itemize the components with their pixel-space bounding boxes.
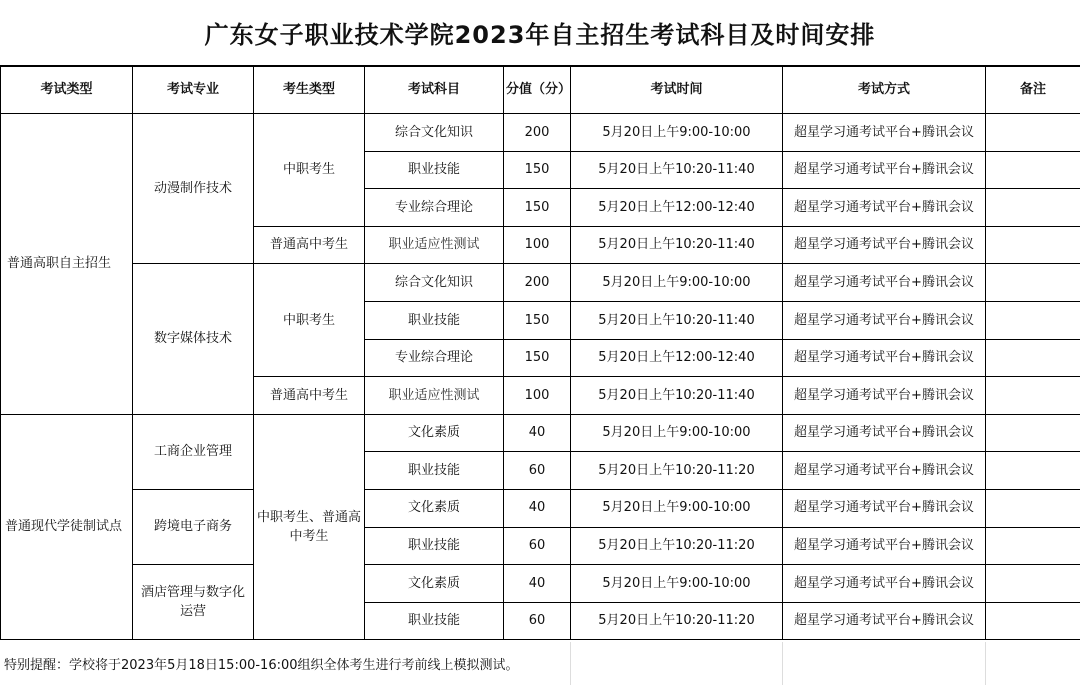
remarks-cell: [986, 114, 1080, 152]
method-cell: 超星学习通考试平台+腾讯会议: [783, 301, 986, 339]
score-cell: 60: [504, 452, 571, 490]
remarks-cell: [986, 377, 1080, 415]
student-type-cell: 中职考生、普通高中考生: [254, 414, 365, 640]
subject-cell: 专业综合理论: [365, 189, 504, 227]
table-row: [1, 264, 1080, 302]
subject-cell: 专业综合理论: [365, 339, 504, 377]
method-cell: 超星学习通考试平台+腾讯会议: [783, 452, 986, 490]
remarks-cell: [986, 452, 1080, 490]
major-cell: 酒店管理与数字化运营: [133, 565, 254, 640]
time-cell: 5月20日上午9:00-10:00: [571, 565, 783, 603]
method-cell: 超星学习通考试平台+腾讯会议: [783, 264, 986, 302]
subject-cell: 职业技能: [365, 301, 504, 339]
method-cell: 超星学习通考试平台+腾讯会议: [783, 339, 986, 377]
remarks-cell: [986, 151, 1080, 189]
header-student-type: 考生类型: [254, 67, 365, 114]
header-remarks: 备注: [986, 67, 1080, 114]
score-cell: 200: [504, 114, 571, 152]
time-cell: 5月20日上午10:20-11:20: [571, 602, 783, 640]
time-cell: 5月20日上午12:00-12:40: [571, 339, 783, 377]
score-cell: 100: [504, 226, 571, 264]
subject-cell: 文化素质: [365, 414, 504, 452]
table-row: [1, 414, 1080, 452]
exam-schedule-table: [0, 66, 1080, 640]
remarks-cell: [986, 565, 1080, 603]
score-cell: 150: [504, 339, 571, 377]
header-subject: 考试科目: [365, 67, 504, 114]
method-cell: 超星学习通考试平台+腾讯会议: [783, 527, 986, 565]
subject-cell: 职业技能: [365, 151, 504, 189]
time-cell: 5月20日上午10:20-11:40: [571, 226, 783, 264]
score-cell: 40: [504, 565, 571, 603]
major-cell: 工商企业管理: [133, 414, 254, 489]
remarks-cell: [986, 602, 1080, 640]
remarks-cell: [986, 226, 1080, 264]
method-cell: 超星学习通考试平台+腾讯会议: [783, 377, 986, 415]
subject-cell: 综合文化知识: [365, 114, 504, 152]
method-cell: 超星学习通考试平台+腾讯会议: [783, 565, 986, 603]
time-cell: 5月20日上午9:00-10:00: [571, 489, 783, 527]
method-cell: 超星学习通考试平台+腾讯会议: [783, 189, 986, 227]
score-cell: 150: [504, 151, 571, 189]
remarks-cell: [986, 189, 1080, 227]
method-cell: 超星学习通考试平台+腾讯会议: [783, 114, 986, 152]
method-cell: 超星学习通考试平台+腾讯会议: [783, 151, 986, 189]
exam-type-cell: 普通高职自主招生: [1, 114, 133, 415]
subject-cell: 文化素质: [365, 565, 504, 603]
table-row: [1, 565, 1080, 603]
remarks-cell: [986, 264, 1080, 302]
score-cell: 150: [504, 189, 571, 227]
student-type-cell: 普通高中考生: [254, 226, 365, 264]
remarks-cell: [986, 489, 1080, 527]
header-score: 分值（分）: [504, 67, 571, 114]
method-cell: 超星学习通考试平台+腾讯会议: [783, 414, 986, 452]
table-header-row: [1, 67, 1080, 114]
time-cell: 5月20日上午9:00-10:00: [571, 114, 783, 152]
time-cell: 5月20日上午10:20-11:20: [571, 527, 783, 565]
remarks-cell: [986, 527, 1080, 565]
score-cell: 200: [504, 264, 571, 302]
major-cell: 动漫制作技术: [133, 114, 254, 264]
student-type-cell: 普通高中考生: [254, 377, 365, 415]
subject-cell: 职业技能: [365, 452, 504, 490]
remarks-cell: [986, 301, 1080, 339]
subject-cell: 职业技能: [365, 527, 504, 565]
subject-cell: 职业技能: [365, 602, 504, 640]
time-cell: 5月20日上午10:20-11:40: [571, 377, 783, 415]
score-cell: 100: [504, 377, 571, 415]
time-cell: 5月20日上午10:20-11:20: [571, 452, 783, 490]
table-row: [1, 114, 1080, 152]
method-cell: 超星学习通考试平台+腾讯会议: [783, 226, 986, 264]
exam-type-cell: 普通现代学徒制试点: [1, 414, 133, 640]
header-major: 考试专业: [133, 67, 254, 114]
time-cell: 5月20日上午10:20-11:40: [571, 301, 783, 339]
subject-cell: 综合文化知识: [365, 264, 504, 302]
document-title: 广东女子职业技术学院2023年自主招生考试科目及时间安排: [0, 0, 1080, 66]
time-cell: 5月20日上午9:00-10:00: [571, 264, 783, 302]
score-cell: 150: [504, 301, 571, 339]
header-method: 考试方式: [783, 67, 986, 114]
major-cell: 跨境电子商务: [133, 489, 254, 564]
method-cell: 超星学习通考试平台+腾讯会议: [783, 489, 986, 527]
score-cell: 60: [504, 602, 571, 640]
time-cell: 5月20日上午9:00-10:00: [571, 414, 783, 452]
score-cell: 40: [504, 414, 571, 452]
table-row: [1, 489, 1080, 527]
method-cell: 超星学习通考试平台+腾讯会议: [783, 602, 986, 640]
major-cell: 数字媒体技术: [133, 264, 254, 414]
remarks-cell: [986, 339, 1080, 377]
special-reminder-note: 特别提醒：学校将于2023年5月18日15:00-16:00组织全体考生进行考前线上模拟测试。: [4, 658, 519, 673]
student-type-cell: 中职考生: [254, 264, 365, 377]
subject-cell: 职业适应性测试: [365, 226, 504, 264]
remarks-cell: [986, 414, 1080, 452]
header-exam-type: 考试类型: [1, 67, 133, 114]
header-time: 考试时间: [571, 67, 783, 114]
time-cell: 5月20日上午12:00-12:40: [571, 189, 783, 227]
subject-cell: 文化素质: [365, 489, 504, 527]
score-cell: 40: [504, 489, 571, 527]
time-cell: 5月20日上午10:20-11:40: [571, 151, 783, 189]
score-cell: 60: [504, 527, 571, 565]
student-type-cell: 中职考生: [254, 114, 365, 227]
subject-cell: 职业适应性测试: [365, 377, 504, 415]
